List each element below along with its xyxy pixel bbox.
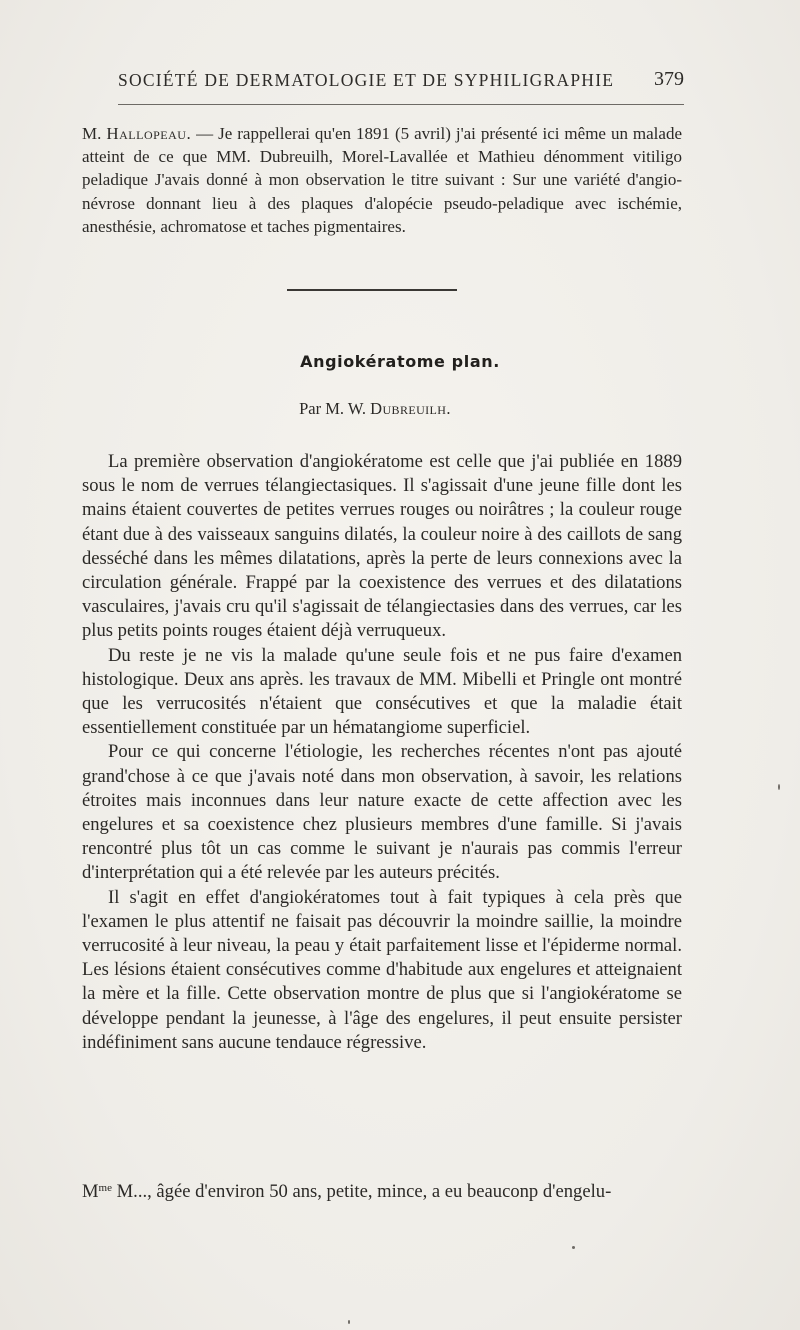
body-paragraph: Il s'agit en effet d'angiokératomes tout à fait typiques à cela près que l'examen le plus attentif ne faisait pas découvrir la moindre saillie, la moindre verrucosité à leur niveau, la peau y était parfaitement lisse et l'épiderme normal. Les lésions étaient consécutives comme d'habitude aux engelures et atteignaient la mère et la fille. Cette observation montre de plus que si l'angiokératome se développe pendant la jeunesse, à l'âge des engelures, il peut ensuite persister indéfiniment sans aucune tendauce régressive. [82, 886, 682, 1053]
byline-author: Dubreuilh. [370, 399, 451, 418]
byline-prefix: Par M. W. [299, 399, 371, 418]
closing-prefix: M [82, 1181, 99, 1202]
body-paragraph: Du reste je ne vis la malade qu'une seule fois et ne pus faire d'examen histologique. Deux ans après. les travaux de MM. Mibelli et Pringle ont montré que les verrucosités n'étaient que consécutives et que la maladie était essentiellement constituée par un hématangiome superficiel. [82, 644, 682, 739]
closing-line [82, 1180, 682, 1204]
running-header [118, 68, 684, 96]
closing-text: M..., âgée d'environ 50 ans, petite, mince, a eu beauconp d'engelu- [112, 1181, 612, 1202]
article-title: Angiokératome plan. [300, 352, 500, 371]
intro-speaker: Hallopeau. [106, 124, 192, 143]
section-divider [287, 289, 457, 291]
paper-speck [572, 1246, 575, 1249]
body-paragraph: Pour ce qui concerne l'étiologie, les recherches récentes n'ont pas ajouté grand'chose à ce que j'avais noté dans mon observation, à savoir, les relations étroites mais inconnues dans leur nature exacte de cette affection avec les engelures et sa coexistence chez plusieurs membres d'une famille. Si j'avais rencontré plus tôt un cas comme le suivant je n'aurais pas commis l'erreur d'interprétation qui a été relevée par les auteurs précités. [82, 741, 682, 884]
paper-speck [348, 1320, 350, 1324]
intro-prefix: M. [82, 124, 107, 143]
body-paragraph: La première observation d'angiokératome est celle que j'ai publiée en 1889 sous le nom de verrues télangiectasiques. Il s'agissait d'une jeune fille dont les mains étaient couvertes de petites verrues rouges ou noirâtres ; la couleur rouge étant due à des vaisseaux sanguins dilatés, la couleur noire à des caillots de sang desséché dans les mêmes dilatations, après la perte de leurs connexions avec la circulation générale. Frappé par la coexistence des verrues et des dilatations vasculaires, j'avais cru qu'il s'agissait de télangiectasies dans des verrues, car les plus petits points rouges étaient déjà verruqueux. [82, 451, 682, 642]
header-rule [118, 104, 684, 105]
article-body [82, 450, 682, 1055]
intro-text: — Je rappellerai qu'en 1891 (5 avril) j'ai présenté ici même un malade atteint de ce que MM. Dubreuilh, Morel-Lavallée et Mathieu dénomment vitiligo peladique J'avais donné à mon observation le titre suivant : Sur une variété d'angio-névrose donnant lieu à des plaques d'alopécie pseudo-peladique avec ischémie, anesthésie, achromatose et taches pigmentaires. [82, 124, 682, 236]
page-number: 379 [654, 68, 684, 90]
closing-superscript: me [98, 1182, 112, 1194]
article-byline [0, 399, 750, 419]
header-title: SOCIÉTÉ DE DERMATOLOGIE ET DE SYPHILIGRAPHIE [118, 70, 615, 90]
intro-paragraph [82, 122, 682, 238]
paper-speck [778, 784, 780, 790]
